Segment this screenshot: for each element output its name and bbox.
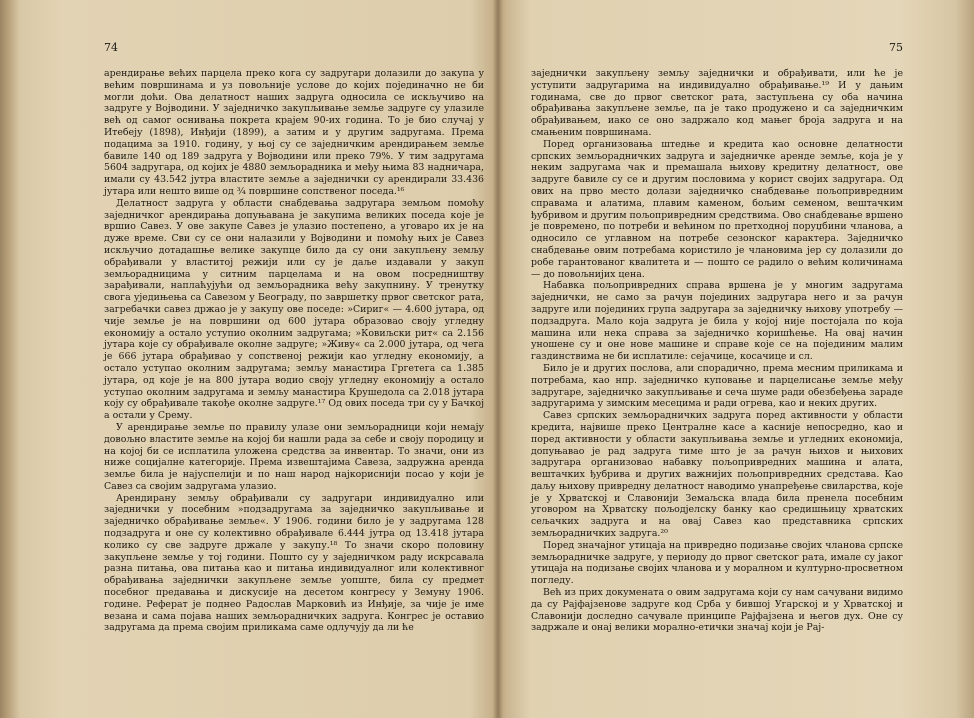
right-page-number: 75 xyxy=(889,41,903,54)
left-page-body xyxy=(104,68,484,634)
right-paragraph-5: Савез српских земљорадничких задруга поред активности у области кредита, највише преко Централне касе а касније непосредно, као и поред активности у области закупљивања земље и угледних економија, допуњавао је рад задруга тиме што је за рачун њихов и њихових задругара организовао набавку пољопривредних машина и алата, вештачких ђубрива и других важнијих пољопривредних средстава. Као даљу њихову привредну делатност наводимо унапређење свиларства, које је у Хрватској и Славонији Земаљска влада била пренела посебним уговором на Хрватску пољодјелску банку као средишњицу хрватских сељачких задруга и на овај Савез као представника српских земљорадничких задруга.²⁰ xyxy=(531,410,903,540)
right-paragraph-7: Већ из прих докумената о овим задругама који су нам сачувани видимо да су Рајфајзенове задруге код Срба у бившој Угарској и у Хрватској и Славонији доследно сачувале принципе Рајфајзена и његов дух. Оне су задржале и онај велики морално-етички значај који је Рај- xyxy=(531,587,903,634)
right-paragraph-3: Набавка пољопривредних справа вршена је у многим задругама заједнички, не само за рачун појединих задругара него и за рачун задруге или појединих група задругара за заједничку њихову употребу — подзадруга. Мало која задруга је била у којој није постојала по која машина или нека справа за заједничко коришћење. На овај начин уношене су и оне нове машине и справе које се на појединим малим газдинствима не би исплатиле: сејачице, косачице и сл. xyxy=(531,280,903,363)
left-page xyxy=(104,42,484,634)
right-paragraph-6: Поред значајног утицаја на привредно подизање својих чланова српске земљорадничке задруге, у периоду до првог светског рата, имале су јаког утицаја на подизање својих чланова и у моралном и културно-просветном погледу. xyxy=(531,539,903,587)
right-paragraph-2: Поред организовања штедње и кредита као основне делатности српских земљорадничких задруга и заједничке аренде земље, која је у неким задругама чак и премашала њихову кредитну делатност, ове задруге бавиле су се и другим пословима у корист својих задругара. Од ових на прво место долази заједничко снабдевање пољопривредним справама и алатима, плавим каменом, бољим семеном, вештачким ђубривом и другим пољопривредним средствима. Ово снабдевање вршено је повремено, по потреби и већином по претходној поруџбини чланова, а односило се углавном на потребе сезонског карактера. Заједничко снабдевање овим потребама користило је члановима јер су долазили до робе гарантованог квалитета и — пошто се радило о већим количинама — до повољнијих цена. xyxy=(531,138,903,280)
right-paragraph-4: Било је и других послова, али спорадично, према месним приликама и потребама, као нпр. заједничко куповање и парцелисање земље међу задругаре, заједничко закупљивање и сеча шуме ради обезбеђења зараде задругарима у зимским месецима и ради огрева, као и неких других. xyxy=(531,362,903,410)
left-paragraph-2: Делатност задруга у области снабдевања задругара земљом помоћу заједничког арендирања допуњавана је закупима великих поседа које је вршио Савез. У ове закупе Савез је улазио постепено, а уговаро их је на дуже време. Сви су се они налазили у Војводини и помоћу њих је Савез искључио дотадашње велике закупце било да су они закупљену земљу обрађивали у властитој режији или су је даље издавали у закуп земљорадницима у ситним парцелама и на овом посредништву зарађивали, наплаћујући од земљорадника већу закупнину. У тренутку свога уједињења са Савезом у Београду, по завршетку првог светског рата, загребачки савез држао је у закупу ове поседе: »Сириг« — 4.600 јутара, од чије земље је на површини од 600 јутара образовао своју угледну економију а остало уступио околним задругама; »Ковиљски рит« са 2.156 јутара које су обрађивале околне задруге; »Живу« са 2.000 јутара, од чега је 666 јутара обрађивао у сопственој режији као угледну економију, а остало уступао околним задругама; земљу манастира Гргетега са 1.385 јутара, од које је на 800 јутара водио своју угледну економију а остало уступао околним задругама и земљу манастира Крушедола са 2.018 јутара коју су обрађивале такође околне задруге.¹⁷ Од ових поседа три су у Бачкој а остали у Срему. xyxy=(104,197,484,422)
right-paragraph-1: заједнички закупљену земљу заједнички и обрађивати, или ће је уступити задругарима на индивидуално обрађивање.¹⁹ И у дањим годинама, све до првог светског рата, заступљена су оба начина обрађивања закупљене земље, па је тако продужено и са заједничким обрађивањем, иако се оно задржало код мањег броја задруга и на смањеним површинама. xyxy=(531,68,903,138)
left-page-number: 74 xyxy=(104,41,118,54)
left-paragraph-3: У арендирање земље по правилу улазе они земљорадници који немају довољно властите земље на којој би нашли рада за себе и своју породицу и на којој би се исплатила уложена средства за инвентар. То значи, они из ниже социјалне категорије. Према извештајима Савеза, задружна аренда земље била је најуспелији и по наш народ најкориснији посао у који је Савез са својим задругама улазио. xyxy=(104,421,484,492)
right-page xyxy=(531,42,903,634)
left-paragraph-4: Арендирану земљу обрађивали су задругари индивидуално или заједнички у посебним »подзадругама за заједничко закупљивање и заједничко обрађивање земље«. У 1906. години било је у задругама 128 подзадруга и оне су колективно обрађивале 6.444 јутра од 13.418 јутара колико су све задруге држале у закупу.¹⁸ То значи скоро половину закупљене земље у тој години. Пошто су у заједничком раду искрсавала разна питања, ова питања као и питања индивидуалног или колективног обрађивања заједнички закупљене земље уопште, била су предмет посебног предавања и дискусије на десетом конгресу у Земуну 1906. године. Реферат је поднео Радослав Марковић из Инђије, за чије је име везана и сама појава наших земљорадничких задруга. Конгрес је оставио задругама да према својим приликама саме одлучују да ли ће xyxy=(104,492,484,634)
right-page-body xyxy=(531,68,903,634)
left-paragraph-1: арендирање већих парцела преко кога су задругари долазили до закупа у већим површинама и уз повољније услове до којих појединачно не би могли доћи. Ова делатност наших задруга односила се искључиво на задруге у Војводини. У заједничко закупљивање земље задруге су улазиле већ од самог оснивања покрета крајем 90-их година. То је био случај у Итебеју (1898), Инђији (1899), а затим и у другим задругама. Према подацима за 1910. годину, у њој су се заједничким арендирањем земље бавиле 140 од 189 задруга у Војводини или преко 79%. У тим задругама 5604 задругара, од којих је 4880 земљорадника и међу њима 83 надничара, имали су 43.542 јутра властите земље а заједнички су арендирали 33.436 јутара или нешто више од ¾ површине сопственог поседа.¹⁶ xyxy=(104,68,484,197)
book-spine xyxy=(493,0,503,718)
